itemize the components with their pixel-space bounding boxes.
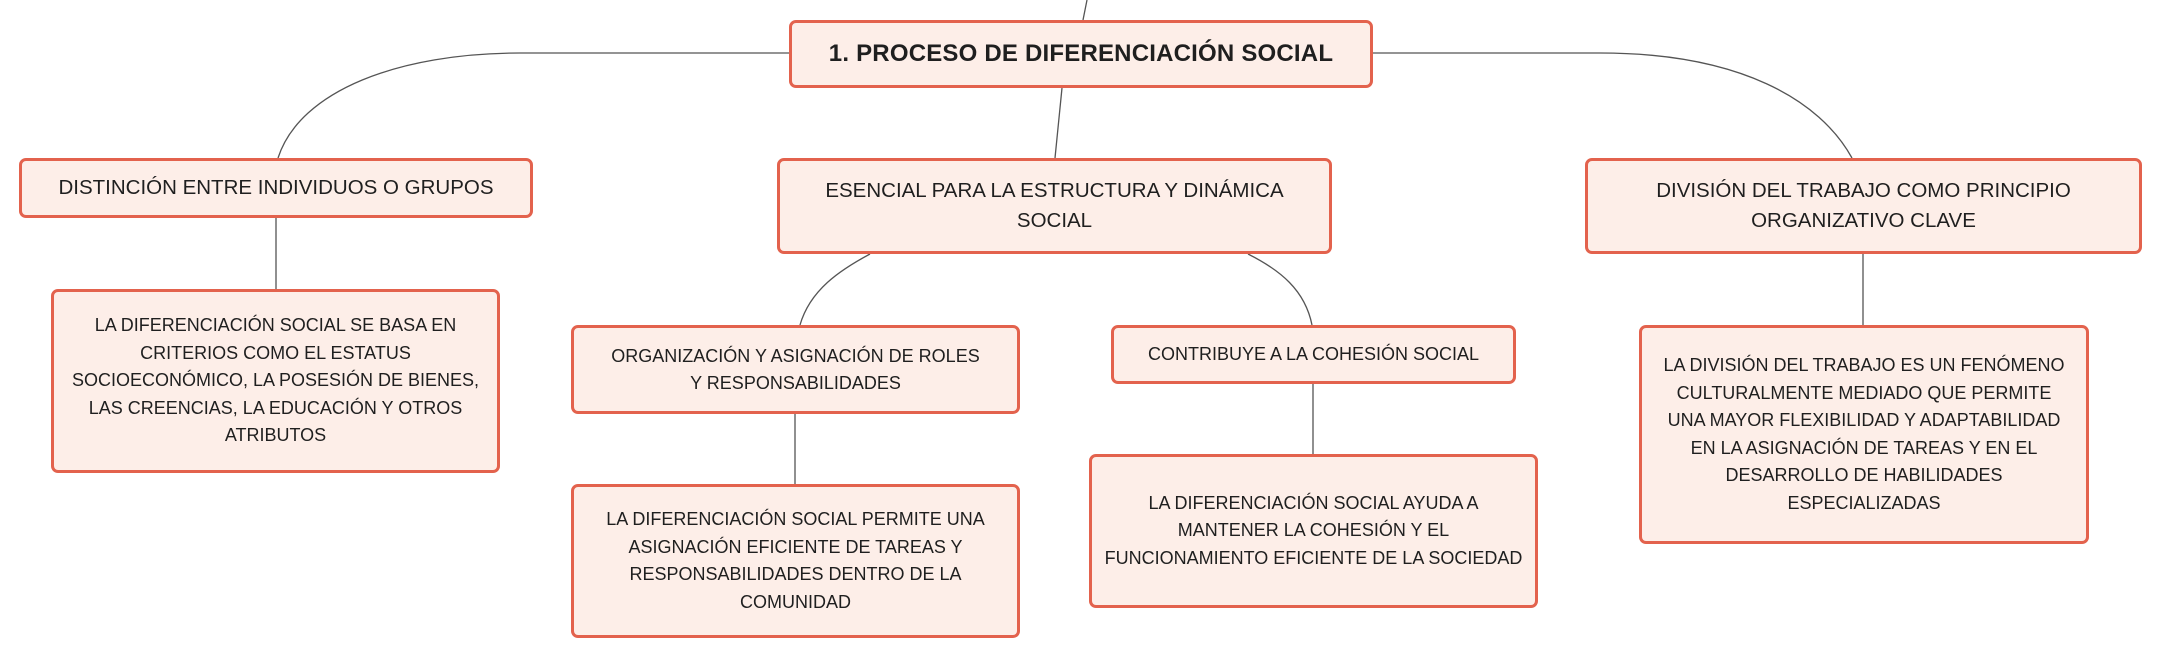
node-distincion[interactable] <box>19 158 533 218</box>
node-organizacion-detail[interactable] <box>571 484 1020 638</box>
connector-esencial-to-organizacion <box>800 254 870 325</box>
node-cohesion-detail[interactable] <box>1089 454 1538 608</box>
connector-root-to-distincion <box>278 53 790 158</box>
node-organizacion-label: ORGANIZACIÓN Y ASIGNACIÓN DE ROLES Y RESPONSABILIDADES <box>611 345 980 393</box>
node-organizacion[interactable] <box>571 325 1020 414</box>
node-cohesion[interactable] <box>1111 325 1516 384</box>
node-cohesion-label: CONTRIBUYE A LA COHESIÓN SOCIAL <box>1147 344 1480 364</box>
connector-root-to-esencial <box>1055 88 1062 158</box>
node-division-detail-label: LA DIVISIÓN DEL TRABAJO ES UN FENÓMENO CULTURALMENTE MEDIADO QUE PERMITE UNA MAYOR FLEXIBILIDAD Y ADAPTABILIDAD EN LA ASIGNACIÓN DE TAREAS Y EN EL DESARROLLO DE HABILIDADES ESPECIALIZADAS <box>1663 355 2065 513</box>
node-division-detail[interactable] <box>1639 325 2089 544</box>
node-distincion-label: DISTINCIÓN ENTRE INDIVIDUOS O GRUPOS <box>58 176 494 199</box>
node-cohesion-detail-label: LA DIFERENCIACIÓN SOCIAL AYUDA A MANTENER LA COHESIÓN Y EL FUNCIONAMIENTO EFICIENTE DE LA SOCIEDAD <box>1104 492 1523 568</box>
node-division[interactable] <box>1585 158 2142 254</box>
root-node[interactable] <box>789 20 1373 88</box>
node-organizacion-detail-label: LA DIFERENCIACIÓN SOCIAL PERMITE UNA ASIGNACIÓN EFICIENTE DE TAREAS Y RESPONSABILIDADES DENTRO DE LA COMUNIDAD <box>606 509 985 612</box>
root-node-label: 1. PROCESO DE DIFERENCIACIÓN SOCIAL <box>828 40 1334 67</box>
connector-esencial-to-cohesion <box>1248 254 1312 325</box>
node-esencial-label: ESENCIAL PARA LA ESTRUCTURA Y DINÁMICA SOCIAL <box>825 179 1284 232</box>
node-esencial[interactable] <box>777 158 1332 254</box>
node-distincion-detail[interactable] <box>51 289 500 473</box>
node-division-label: DIVISIÓN DEL TRABAJO COMO PRINCIPIO ORGANIZATIVO CLAVE <box>1656 179 2071 232</box>
connector-parent-to-root <box>1083 0 1087 20</box>
connector-root-to-division <box>1373 53 1852 158</box>
node-distincion-detail-label: LA DIFERENCIACIÓN SOCIAL SE BASA EN CRITERIOS COMO EL ESTATUS SOCIOECONÓMICO, LA POSESIÓN DE BIENES, LAS CREENCIAS, LA EDUCACIÓN Y OTROS ATRIBUTOS <box>71 315 480 446</box>
